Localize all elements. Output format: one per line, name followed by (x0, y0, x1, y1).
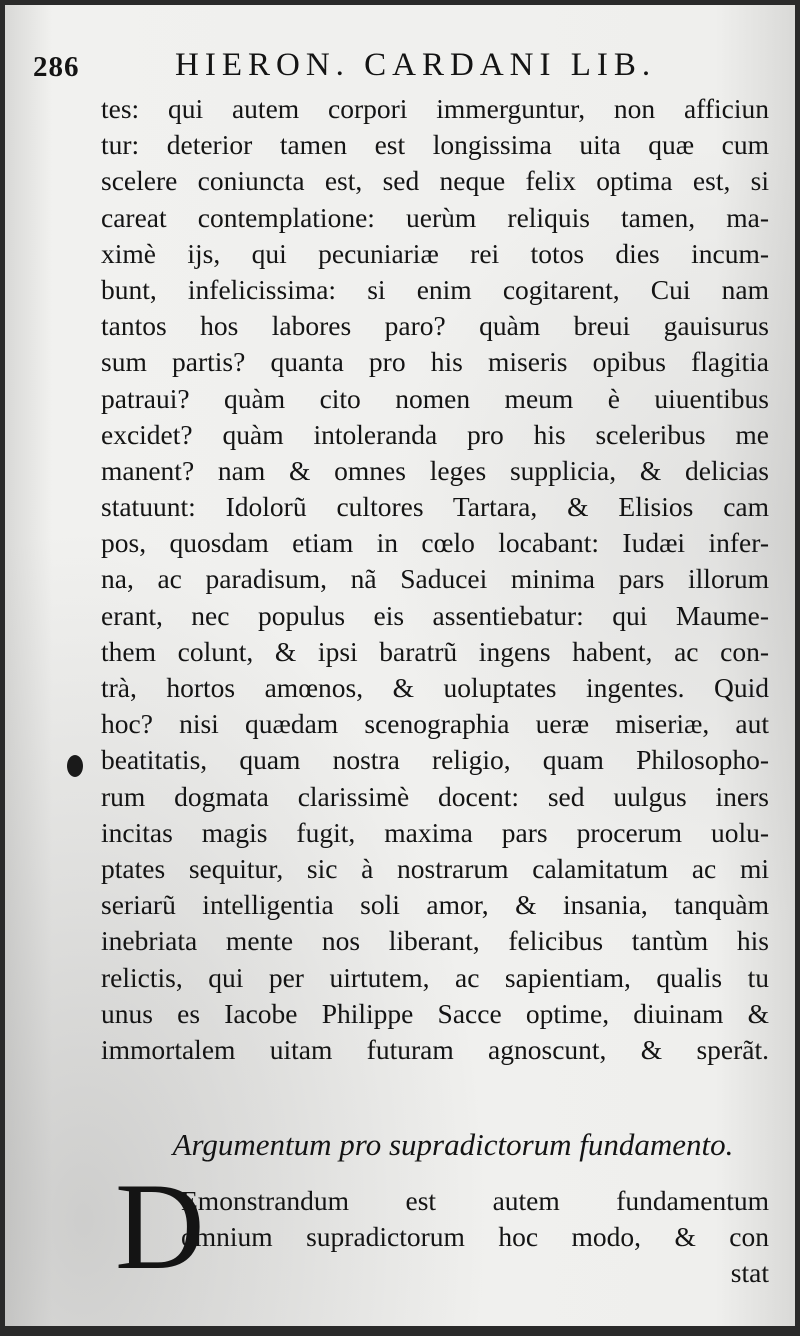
body-text (101, 91, 769, 1068)
text-line: trà, hortos amœnos, & uoluptates ingentes. Quid (101, 672, 769, 703)
text-line: careat contemplatione: uerùm reliquis tamen, ma- (101, 201, 769, 233)
text-line: erant, nec populus eis assentiebatur: qui Maume- (101, 599, 769, 631)
text-line: unus es Iacobe Philippe Sacce optime, diuinam & (101, 997, 769, 1029)
running-head: HIERON. CARDANI LIB. (175, 47, 657, 83)
page-header (33, 47, 773, 91)
ink-blot (67, 755, 83, 777)
paragraph-with-dropcap (101, 1158, 769, 1315)
text-line: rum dogmata clarissimè docent: sed uulgus iners (101, 780, 769, 812)
book-page (5, 5, 795, 1326)
text-line: excidet? quàm intoleranda pro his sceleribus me (101, 418, 769, 450)
text-line: beatitatis, quam nostra religio, quam Philosopho- (101, 744, 769, 776)
text-line: incitas magis fugit, maxima pars procerum uolu- (101, 816, 769, 848)
text-line: na, ac paradisum, nã Saducei minima pars illorum (101, 563, 769, 595)
text-line: ptates sequitur, sic à nostrarum calamitatum ac mi (101, 852, 769, 884)
text-line: ximè ijs, qui pecuniariæ rei totos dies incum- (101, 237, 769, 269)
text-line: relictis, qui per uirtutem, ac sapientiam, qualis tu (101, 961, 769, 993)
section-heading: Argumentum pro supradictorum fundamento. (172, 1127, 734, 1162)
dropcap-letter: D (115, 1158, 205, 1295)
text-line: patraui? quàm cito nomen meum è uiuentibus (101, 382, 769, 414)
text-line: tur: deterior tamen est longissima uita quæ cum (101, 129, 769, 161)
text-line: omnium supradictorum hoc modo, & con (181, 1221, 769, 1252)
text-line: seriarũ intelligentia soli amor, & insania, tanquàm (101, 889, 769, 921)
text-line: immortalem uitam futuram agnoscunt, & sperãt. (101, 1033, 769, 1065)
text-line: manent? nam & omnes leges supplicia, & delicias (101, 454, 769, 486)
text-line: tantos hos labores paro? quàm breui gauisurus (101, 310, 769, 342)
text-line: inebriata mente nos liberant, felicibus tantùm his (101, 925, 769, 957)
text-line: hoc? nisi quædam scenographia ueræ miseriæ, aut (101, 708, 769, 740)
text-line: them colunt, & ipsi baratrũ ingens habent, ac con- (101, 635, 769, 667)
text-line: bunt, infelicissima: si enim cogitarent, Cui nam (101, 273, 769, 305)
text-line: Emonstrandum est autem fundamentum (181, 1185, 769, 1216)
page-number: 286 (33, 51, 80, 83)
catchword: stat (730, 1257, 769, 1288)
dropcap-lines (181, 1183, 769, 1255)
text-line: sum partis? quanta pro his miseris opibus flagitia (101, 346, 769, 378)
text-line: tes: qui autem corpori immerguntur, non afficiun (101, 93, 769, 124)
text-line: scelere coniuncta est, sed neque felix optima est, si (101, 165, 769, 197)
text-line: pos, quosdam etiam in cœlo locabant: Iudæi infer- (101, 527, 769, 559)
text-line: statuunt: Idolorũ cultores Tartara, & Elisios cam (101, 491, 769, 523)
